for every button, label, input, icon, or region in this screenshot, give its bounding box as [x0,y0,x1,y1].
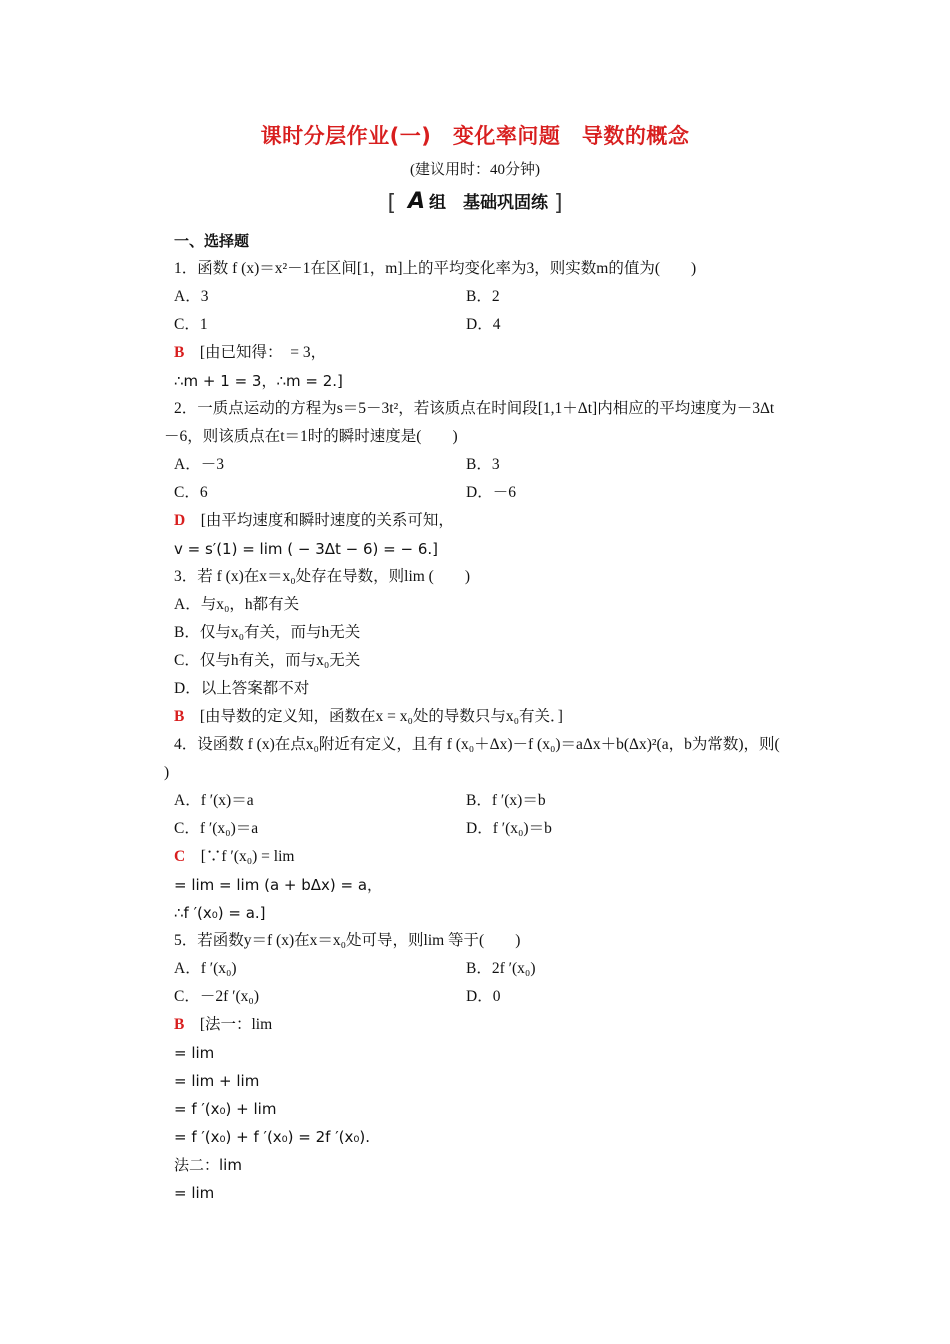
question-stem: 4．设函数 f (x)在点x₀附近有定义，且有 f (x₀＋Δx)－f (x₀)＝aΔx＋b(Δx)²(a，b为常数)，则( [174,736,780,753]
option-row [174,955,824,983]
exercise-lines [164,255,824,1207]
option-line: D．以上答案都不对 [174,680,310,697]
section-title: 一、选择题 [174,232,250,250]
question-stem: 2．一质点运动的方程为s＝5－3t²，若该质点在时间段[1,1＋Δt]内相应的平均速度为－3Δt [174,400,775,417]
solution-line: = lim [174,1184,215,1202]
option-right: B．3 [466,456,500,473]
option-left: C．1 [174,316,208,333]
option-left: C．－2f ′(x₀) [174,988,259,1005]
option-row [174,283,824,311]
answer-letter: B [174,708,185,725]
answer-explanation: [法一：lim [184,1016,273,1033]
question-stem: 3．若 f (x)在x＝x₀处存在导数，则lim ( ) [174,568,471,585]
answer-line [174,843,824,871]
solution-line: = f ′(x₀) + f ′(x₀) = 2f ′(x₀). [174,1128,371,1146]
banner-bracket-right: ] [553,191,563,216]
option-left: C．f ′(x₀)＝a [174,820,259,837]
option-row [174,787,824,815]
banner-bracket-left: [ [387,191,397,216]
question-stem: 1．函数 f (x)＝x²－1在区间[1，m]上的平均变化率为3，则实数m的值为( ) [174,260,697,277]
option-left: A．f ′(x₀) [174,960,237,977]
group-banner [0,188,950,216]
option-row [174,311,824,339]
suggested-time: (建议用时：40分钟) [410,162,540,178]
option-right: D．4 [466,316,501,333]
option-right: B．2f ′(x₀) [466,960,536,977]
solution-line: = f ′(x₀) + lim [174,1100,277,1118]
question-stem-continued: －6，则该质点在t＝1时的瞬时速度是( ) [164,428,458,445]
solution-line: 法二：lim [174,1156,242,1174]
option-row [174,479,824,507]
answer-explanation: [由导数的定义知，函数在x = x₀处的导数只与x₀有关．] [184,708,563,725]
answer-line [174,339,824,367]
solution-line: ∴m + 1 = 3，∴m = 2.] [174,372,343,390]
option-row [174,983,824,1011]
question-stem-continued: ) [164,764,170,781]
group-letter: A [407,189,426,214]
solution-line: = lim + lim [174,1072,260,1090]
option-row [174,451,824,479]
answer-explanation: [由已知得： = 3， [184,344,327,361]
answer-explanation: [由平均速度和瞬时速度的关系可知， [185,512,454,529]
option-right: B．f ′(x)＝b [466,792,546,809]
solution-line: ∴f ′(x₀) = a.] [174,904,266,922]
option-left: A．3 [174,288,209,305]
group-label: 组 基础巩固练 [429,193,549,213]
answer-line [174,1011,824,1039]
exercise-content [164,227,824,1207]
option-left: A．－3 [174,456,224,473]
question-stem: 5．若函数y＝f (x)在x＝x₀处可导，则lim 等于( ) [174,932,521,949]
page-title: 课时分层作业(一) 变化率问题 导数的概念 [260,124,690,148]
option-line: B．仅与x₀有关，而与h无关 [174,624,361,641]
option-right: D．0 [466,988,501,1005]
option-line: C．仅与h有关，而与x₀无关 [174,652,361,669]
option-line: A．与x₀，h都有关 [174,596,300,613]
solution-line: v = s′(1) = lim ( − 3Δt − 6) = − 6.] [174,540,439,558]
option-row [174,815,824,843]
solution-line: = lim [174,1044,215,1062]
answer-letter: B [174,1016,185,1033]
solution-line: = lim = lim (a + bΔx) = a， [174,876,383,894]
answer-letter: D [174,512,186,529]
option-right: D．f ′(x₀)＝b [466,820,552,837]
option-right: B．2 [466,288,500,305]
answer-line [174,703,824,731]
answer-explanation: [∵f ′(x₀) = lim [185,848,295,865]
answer-line [174,507,824,535]
option-left: A．f ′(x)＝a [174,792,254,809]
option-right: D．－6 [466,484,516,501]
option-left: C．6 [174,484,208,501]
answer-letter: C [174,848,186,865]
answer-letter: B [174,344,185,361]
